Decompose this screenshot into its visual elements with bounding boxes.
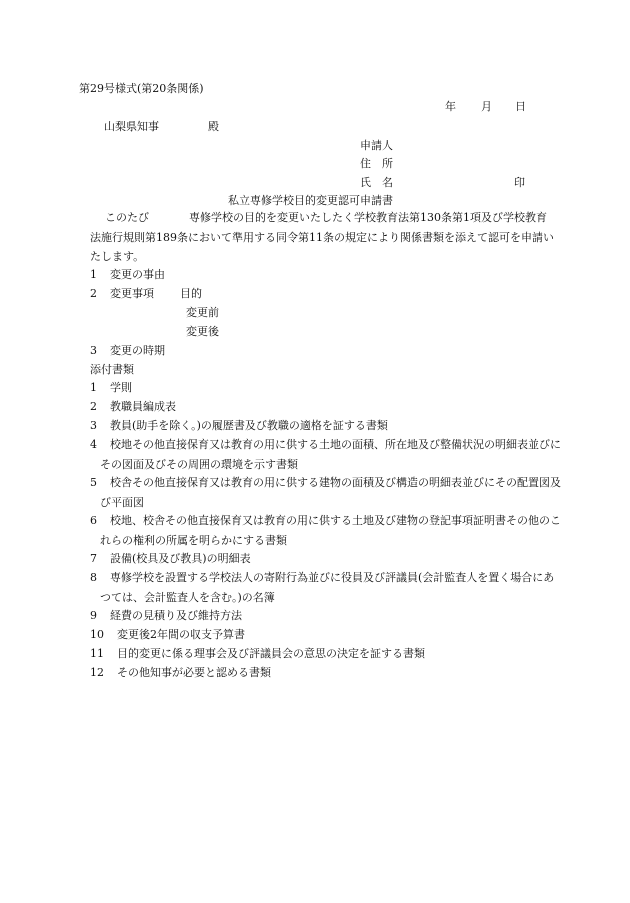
attachments-heading: 添付書類: [90, 363, 134, 376]
attachment-item: [90, 606, 562, 626]
attachment-text: 経費の見積り及び維持方法: [110, 609, 242, 622]
recipient-name: 山梨県知事: [104, 120, 159, 133]
body-paragraph: [90, 208, 554, 267]
attachment-number: 3: [90, 419, 97, 432]
item-3: [90, 344, 165, 358]
change-after-label: 変更後: [186, 325, 219, 338]
attachment-item: [90, 663, 562, 683]
attachment-number: 4: [90, 438, 97, 451]
item-number: 2: [90, 287, 97, 300]
recipient-honorific: 殿: [208, 120, 219, 133]
item-2: [90, 287, 154, 301]
date-month-label: 月: [481, 100, 492, 113]
attachment-text: 校地、校舎その他直接保育又は教育の用に供する土地及び建物の登記事項証明書その他のこれらの権利の所属を明らかにする書類: [100, 514, 561, 547]
item-number: 3: [90, 344, 97, 357]
attachment-item: [90, 416, 562, 436]
applicant-name-label: 氏 名: [360, 176, 393, 189]
applicant-label: 申請人: [360, 139, 393, 152]
item-label: 変更の事由: [110, 268, 165, 281]
applicant-address-label: 住 所: [360, 157, 393, 170]
attachment-text: 学則: [110, 381, 132, 394]
attachment-text: 専修学校を設置する学校法人の寄附行為並びに役員及び評議員(会計監査人を置く場合にあつては、会計監査人を含む。)の名簿: [100, 571, 555, 604]
attachment-number: 11: [90, 647, 104, 660]
item-label: 変更の時期: [110, 344, 165, 357]
attachment-number: 9: [90, 609, 97, 622]
attachment-number: 7: [90, 552, 97, 565]
body-text: 専修学校の目的を変更いたしたく学校教育法第130条第1項及び学校教育法施行規則第189条において準用する同令第11条の規定により関係書類を添えて認可を申請いたします。: [90, 211, 554, 263]
attachment-number: 2: [90, 400, 97, 413]
attachment-number: 5: [90, 476, 97, 489]
attachment-text: その他知事が必要と認める書類: [117, 666, 271, 679]
attachment-item: [90, 644, 562, 664]
item-label: 変更事項: [110, 287, 154, 300]
attachment-item: [90, 511, 562, 550]
item-number: 1: [90, 268, 97, 281]
attachment-text: 設備(校具及び教具)の明細表: [110, 552, 251, 565]
attachment-item: [90, 397, 562, 417]
seal-mark: 印: [514, 176, 525, 189]
attachment-number: 12: [90, 666, 104, 679]
change-target-label: 目的: [180, 287, 202, 300]
date-day-label: 日: [515, 100, 526, 113]
attachment-item: [90, 435, 562, 474]
attachment-text: 教員(助手を除く。)の履歴書及び教職の適格を証する書類: [110, 419, 388, 432]
attachment-text: 教職員編成表: [110, 400, 176, 413]
attachment-text: 目的変更に係る理事会及び評議員会の意思の決定を証する書類: [117, 647, 425, 660]
document-title: 私立専修学校目的変更認可申請書: [228, 194, 393, 207]
attachment-number: 8: [90, 571, 97, 584]
attachment-item: [90, 625, 562, 645]
attachment-text: 変更後2年間の収支予算書: [117, 628, 245, 641]
attachment-item: [90, 473, 562, 512]
attachment-number: 10: [90, 628, 104, 641]
date-year-label: 年: [445, 100, 456, 113]
item-1: [90, 268, 165, 282]
form-number: 第29号様式(第20条関係): [79, 82, 204, 95]
attachment-text: 校地その他直接保育又は教育の用に供する土地の面積、所在地及び整備状況の明細表並びにその図面及びその周囲の環境を示す書類: [100, 438, 561, 471]
attachment-item: [90, 378, 562, 398]
change-before-label: 変更前: [186, 306, 219, 319]
attachment-number: 1: [90, 381, 97, 394]
body-lead: このたび: [105, 211, 149, 224]
attachment-item: [90, 568, 562, 607]
attachment-number: 6: [90, 514, 97, 527]
attachment-item: [90, 549, 562, 569]
attachment-text: 校舎その他直接保育又は教育の用に供する建物の面積及び構造の明細表並びにその配置図及び平面図: [100, 476, 561, 509]
